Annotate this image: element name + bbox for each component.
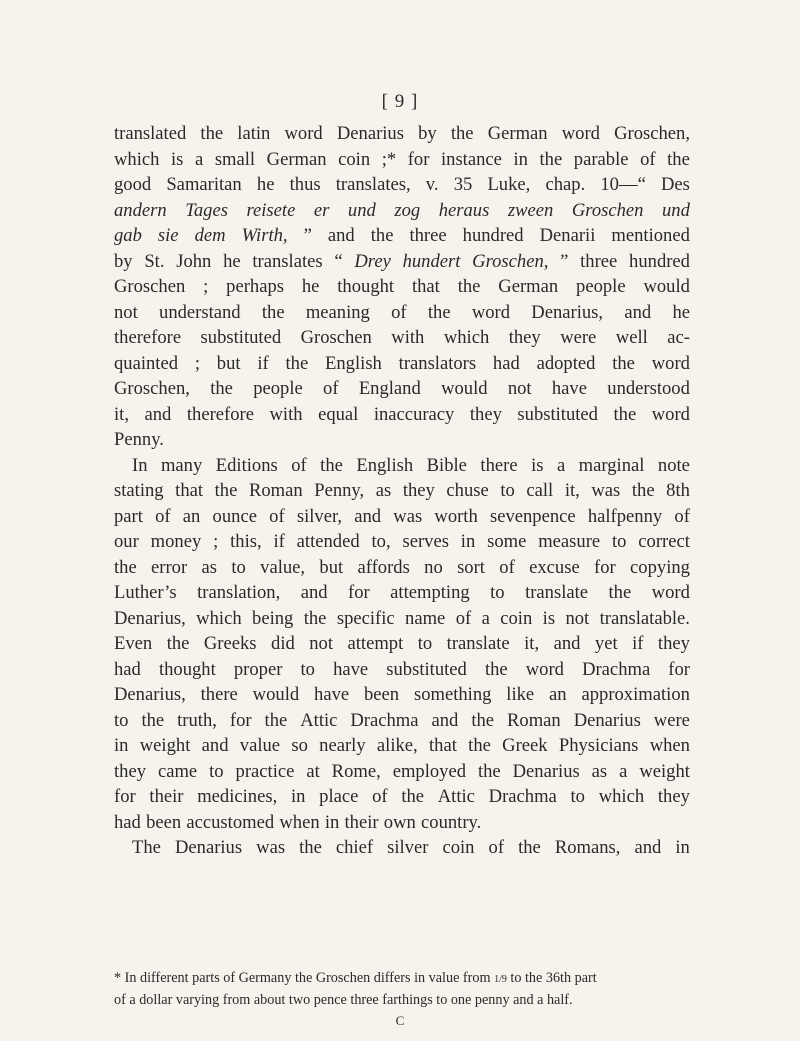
text-line: therefore substituted Groschen with which they were well ac-: [114, 327, 690, 348]
text-line: Penny.: [114, 429, 164, 450]
text-line: gab sie dem Wirth, ” and the three hundred Denarii mentioned: [114, 225, 690, 246]
text-line: andern Tages reisete er und zog heraus zween Groschen und: [114, 199, 690, 221]
footnote-text-b: to the 36th part: [506, 970, 597, 986]
text-line: part of an ounce of silver, and was worth sevenpence halfpenny of: [114, 505, 690, 527]
text-line: by St. John he translates “ Drey hundert Groschen, ” three hundred: [114, 250, 690, 272]
text-line: good Samaritan he thus translates, v. 35 Luke, chap. 10—“ Des: [114, 174, 690, 195]
text-line: quainted ; but if the English translators had adopted the word: [114, 352, 690, 374]
text-line: in weight and value so nearly alike, that the Greek Physicians when: [114, 735, 690, 756]
text-line: Denarius, there would have been something like an approximation: [114, 684, 690, 705]
text-line: to the truth, for the Attic Drachma and the Roman Denarius were: [114, 709, 690, 731]
text-line: Luther’s translation, and for attempting to translate the word: [114, 582, 690, 603]
signature-mark: C: [395, 1013, 405, 1028]
text-line: our money ; this, if attended to, serves in some measure to correct: [114, 531, 690, 552]
footnote-line-2: of a dollar varying from about two pence three farthings to one penny and a half.: [114, 992, 573, 1008]
text-line: Groschen, the people of England would not have understood: [114, 378, 690, 399]
footnote: [114, 968, 690, 1010]
text-line: they came to practice at Rome, employed the Denarius as a weight: [114, 760, 690, 782]
text-line: it, and therefore with equal inaccuracy they substituted the word: [114, 403, 690, 425]
text-line: the error as to value, but affords no sort of excuse for copying: [114, 556, 690, 578]
text-line: The Denarius was the chief silver coin of the Romans, and in: [132, 837, 690, 858]
text-line: Denarius, which being the specific name of a coin is not translatable.: [114, 607, 690, 629]
text-line: had been accustomed when in their own country.: [114, 811, 482, 833]
text-line: which is a small German coin ;* for instance in the parable of the: [114, 148, 690, 170]
text-line: Groschen ; perhaps he thought that the German people would: [114, 276, 690, 297]
page-number: [ 9 ]: [381, 91, 419, 112]
footnote-fraction: 1/9: [494, 974, 507, 985]
text-line: for their medicines, in place of the Attic Drachma to which they: [114, 786, 690, 807]
body-text: [114, 121, 690, 861]
footnote-text-a: * In different parts of Germany the Groschen differs in value from: [114, 970, 495, 986]
footnote-line-1: [114, 968, 690, 990]
text-line: Even the Greeks did not attempt to translate it, and yet if they: [114, 633, 690, 654]
text-line: In many Editions of the English Bible there is a marginal note: [132, 454, 690, 476]
text-line: translated the latin word Denarius by the German word Groschen,: [114, 123, 690, 144]
text-line: not understand the meaning of the word Denarius, and he: [114, 301, 690, 323]
text-line: stating that the Roman Penny, as they chuse to call it, was the 8th: [114, 480, 690, 501]
text-line: had thought proper to have substituted the word Drachma for: [114, 658, 690, 680]
